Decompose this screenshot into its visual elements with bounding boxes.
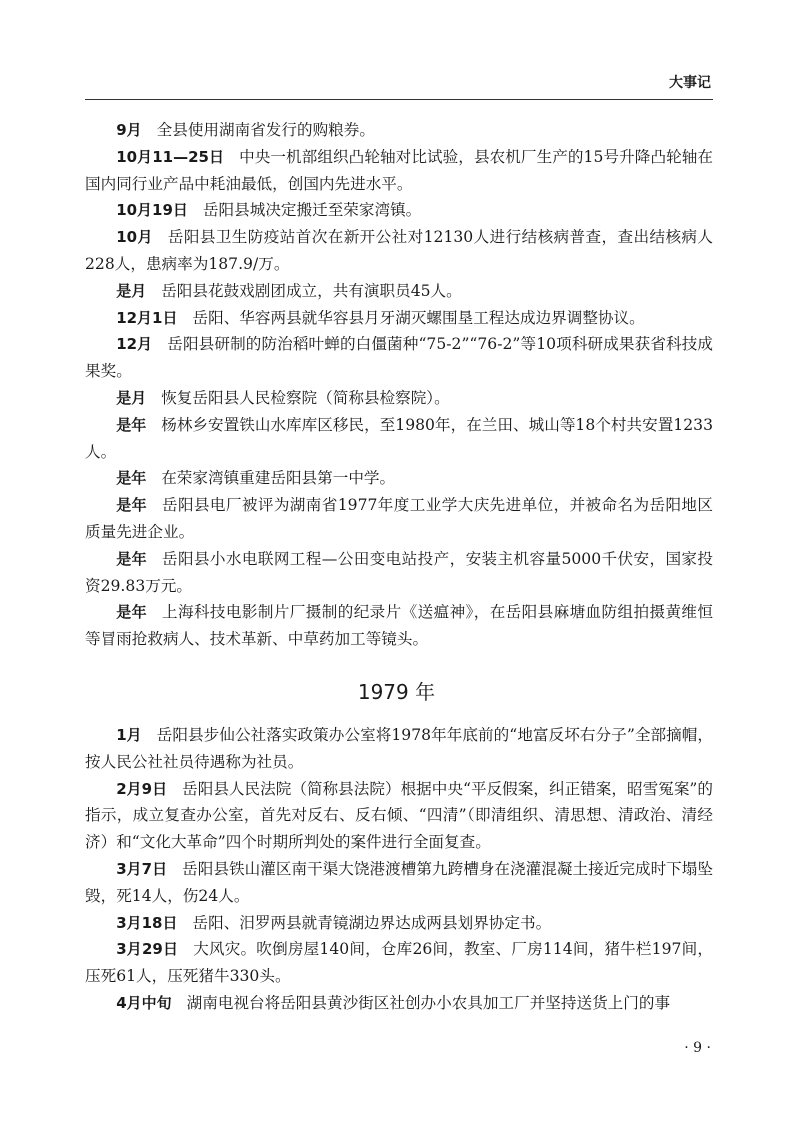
entry-text: 岳阳县城决定搬迁至荣家湾镇。 — [202, 201, 422, 220]
entry-text: 岳阳县卫生防疫站首次在新开公社对12130人进行结核病普查，查出结核病人228人，患病率为187.9/万。 — [85, 228, 714, 273]
entry-text: 上海科技电影制片厂摄制的纪录片《送瘟神》，在岳阳县麻塘血防组拍摄黄维恒等冒雨抢救病人、技术革新、中草药加工等镜头。 — [85, 603, 713, 649]
chronicle-entry — [85, 117, 713, 144]
entry-text: 恢复岳阳县人民检察院（简称县检察院）。 — [161, 388, 450, 407]
entry-text: 中央一机部组织凸轮轴对比试验，县农机厂生产的15号升降凸轮轴在国内同行业产品中耗油最低，创国内先进水平。 — [85, 147, 714, 193]
entry-date-label: 3月18日 — [116, 913, 178, 932]
chronicle-entry — [85, 331, 713, 385]
entry-text: 岳阳县步仙公社落实政策办公室将1978年年底前的“地富反坏右分子”全部摘帽，按人民公社社员待遇称为社员。 — [85, 726, 714, 771]
year-heading: 1979 年 — [357, 680, 436, 704]
entry-date-label: 是年 — [116, 415, 147, 434]
entry-date-label: 是月 — [116, 388, 147, 407]
chronicle-entry — [85, 144, 713, 198]
chronicle-entry — [85, 776, 713, 856]
chronicle-entry — [85, 990, 713, 1017]
entry-date-label: 3月7日 — [116, 859, 168, 878]
chronicle-entry — [85, 412, 713, 466]
chronicle-entry — [85, 278, 713, 305]
entry-text: 岳阳、华容两县就华容县月牙湖灭螺围垦工程达成边界调整协议。 — [192, 308, 645, 327]
entry-date-label: 是年 — [116, 603, 147, 622]
chronicle-entry — [85, 385, 713, 412]
header-rule — [85, 99, 713, 100]
chronicle-entry — [85, 722, 713, 776]
entry-text: 岳阳、汨罗两县就青镜湖边界达成两县划界协定书。 — [192, 913, 552, 932]
entry-text: 在荣家湾镇重建岳阳县第一中学。 — [161, 469, 396, 488]
entry-text: 岳阳县人民法院（简称县法院）根据中央“平反假案，纠正错案，昭雪冤案”的指示，成立复查办公室，首先对反右、反右倾、“四清”（即清组织、清思想、清政治、清经济）和“文化大革命”四个时期所判处的案件进行全面复查。 — [85, 779, 713, 852]
entry-date-label: 是年 — [116, 549, 147, 568]
entry-date-label: 是月 — [116, 281, 147, 300]
entry-text: 湖南电视台将岳阳县黄沙街区社创办小农具加工厂并坚持送货上门的事 — [186, 993, 671, 1012]
chronicle-entry — [85, 305, 713, 332]
entry-text: 岳阳县研制的防治稻叶蝉的白僵菌种“75-2”“76-2”等10项科研成果获省科技成果奖。 — [85, 335, 714, 381]
chronicle-entry — [85, 197, 713, 224]
entry-text: 岳阳县铁山灌区南干渠大饶港渡槽第九跨槽身在浇灌混凝土接近完成时下塌坠毁，死14人，伤24人。 — [85, 859, 713, 905]
entry-date-label: 是年 — [116, 496, 147, 515]
entry-date-label: 10月 — [116, 228, 153, 247]
chronicle-entry — [85, 936, 713, 990]
chronicle-entry — [85, 599, 713, 653]
entry-text: 岳阳县电厂被评为湖南省1977年度工业学大庆先进单位，并被命名为岳阳地区质量先进企业。 — [85, 496, 713, 541]
entry-date-label: 12月 — [116, 335, 153, 354]
entry-date-label: 10月11—25日 — [116, 147, 225, 166]
entry-date-label: 10月19日 — [116, 201, 188, 220]
chronicle-entry — [85, 910, 713, 937]
entry-date-label: 4月中旬 — [116, 993, 172, 1012]
entry-date-label: 是年 — [116, 469, 147, 488]
section-1978-entries — [85, 117, 713, 653]
chronicle-entry — [85, 224, 713, 278]
entry-date-label: 1月 — [116, 726, 142, 744]
entry-date-label: 12月1日 — [116, 308, 178, 327]
chronicle-entry — [85, 856, 713, 910]
entry-date-label: 9月 — [116, 121, 142, 139]
entry-text: 岳阳县小水电联网工程—公田变电站投产，安装主机容量5000千伏安，国家投资29.83万元。 — [85, 549, 713, 595]
section-1979-entries — [85, 722, 713, 1017]
page-number: · 9 · — [684, 1040, 711, 1056]
entry-date-label: 2月9日 — [116, 779, 168, 798]
running-title: 大事记 — [669, 75, 711, 91]
chronicle-entry — [85, 465, 713, 492]
chronicle-entry — [85, 546, 713, 600]
entry-text: 杨林乡安置铁山水库库区移民，至1980年，在兰田、城山等18个村共安置1233人。 — [85, 415, 713, 461]
entry-text: 岳阳县花鼓戏剧团成立，共有演职员45人。 — [161, 281, 462, 300]
entry-date-label: 3月29日 — [116, 940, 179, 959]
entry-text: 全县使用湖南省发行的购粮券。 — [156, 121, 375, 139]
chronicle-entry — [85, 492, 713, 546]
entry-text: 大风灾。吹倒房屋140间，仓库26间，教室、厂房114间，猪牛栏197间，压死61人，压死猪牛330头。 — [85, 940, 713, 986]
